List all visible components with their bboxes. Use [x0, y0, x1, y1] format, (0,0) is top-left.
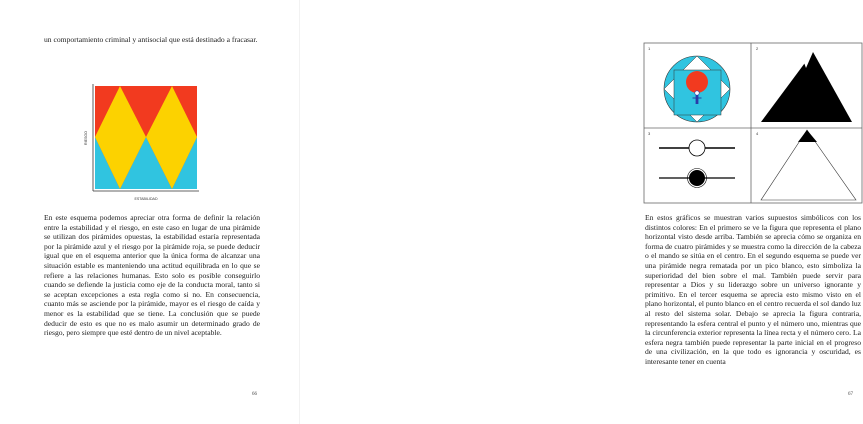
- panel-4-number: 4: [756, 131, 759, 136]
- page-number-right: 67: [848, 392, 853, 397]
- symbolic-diagrams-grid: [643, 42, 863, 204]
- black-sphere: [689, 170, 705, 186]
- figure-body: [696, 95, 699, 104]
- page-number-left: 66: [252, 392, 257, 397]
- black-peak: [798, 130, 817, 142]
- y-axis-label: RIESGO: [84, 131, 88, 145]
- panel-2: [756, 46, 852, 122]
- panel-3-number: 3: [648, 131, 651, 136]
- left-body-paragraph: [44, 213, 260, 338]
- stability-risk-diagram: [78, 82, 218, 207]
- continuation-paragraph: [44, 35, 258, 45]
- panel-2-number: 2: [756, 46, 759, 51]
- panel-1: [648, 46, 730, 122]
- panel-4: [756, 130, 856, 200]
- panel-3: [648, 131, 735, 188]
- red-head-circle: [686, 71, 708, 93]
- panel-1-number: 1: [648, 46, 651, 51]
- right-body-text: En estos gráficos se muestran varios supuestos simbólicos con los distintos colores: En el primero se ve la figura que representa el plano horizontal visto desde arriba. También se aprecia cómo se organiza en forma de cuatro pirámides y se muestra como la dirección de la cabeza o el mando se sitúa en el centro. En el segundo esquema se puede ver una pirámide negra rematada por un pico blanco, esto simboliza la superioridad del bien sobre el mal. También puede servir para representar a Dios y su liderazgo sobre un universo ignorante y primitivo. En el tercer esquema se aprecia esto mismo visto en el plano horizontal, el punto blanco en el centro recuerda el sol dando luz al resto del sistema solar. Debajo se aprecia la figura contraria, representando la esfera central el punto y el número uno, mientras que la circunferencia exterior representa la línea recta y el número cero. La esfera negra también puede representar la parte inicial en el progreso de una civilización, en la que todo es ignorancia y oscuridad, es interesante tener en cuenta: [645, 213, 861, 366]
- figure-head: [695, 91, 699, 95]
- continuation-text: un comportamiento criminal y antisocial que está destinado a fracasar.: [44, 35, 258, 44]
- x-axis-label: ESTABILIDAD: [134, 197, 158, 201]
- right-body-paragraph: [645, 213, 861, 367]
- left-page: [0, 0, 300, 424]
- left-body-text: En este esquema podemos apreciar otra forma de definir la relación entre la estabilidad y el riesgo, en este caso en lugar de una pirámide se utilizan dos pirámides opuestas, la estabilidad estaría representada por la pirámide azul y el riesgo por la pirámide roja, se puede deducir igual que en el esquema anterior que la única forma de alcanzar una situación estable es manteniendo una actitud equilibrada en lo que se refiere a las relaciones humanas. Esto solo es posible conseguirlo cuando se defiende la justicia como eje de la conducta moral, tanto si se aceptan excepciones a esta regla como si no. En consecuencia, cuanto más se asciende por la pirámide, mayor es el riesgo de caída y menor es la estabilidad que se tiene. La conclusión que se puede deducir de esto es que no es malo asumir un determinado grado de riesgo, pero siempre que esté dentro de un nivel aceptable.: [44, 213, 260, 338]
- white-sun-circle: [689, 140, 705, 156]
- right-page: [300, 0, 861, 424]
